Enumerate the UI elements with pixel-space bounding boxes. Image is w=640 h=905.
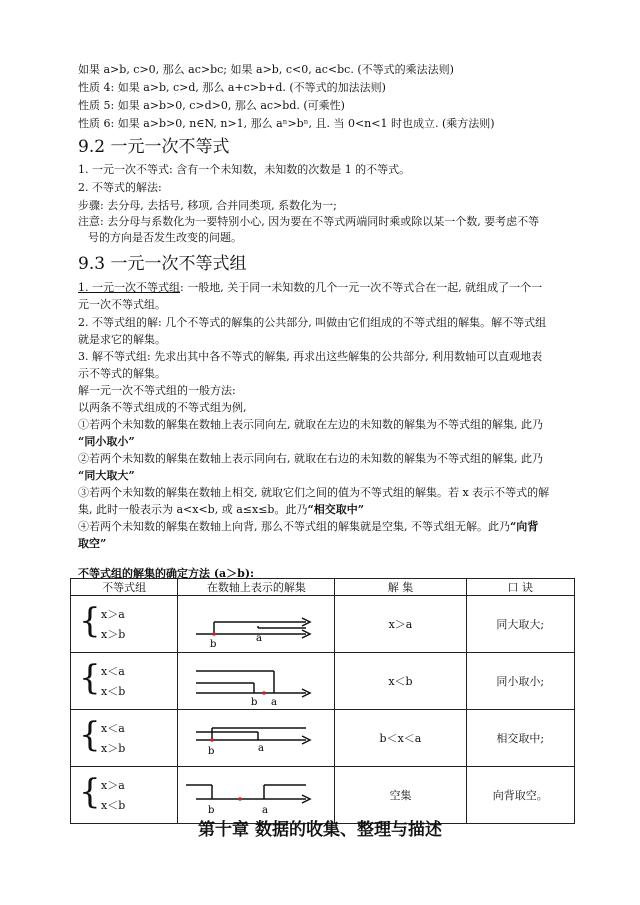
- sec92-line-2: 2. 不等式的解法:: [78, 181, 162, 194]
- number-line-cell: [178, 653, 335, 710]
- header-number-line: 在数轴上表示的解集: [178, 579, 335, 596]
- solution-cell: 空集: [335, 767, 466, 824]
- axis-label-a: a: [258, 743, 265, 754]
- brace-icon: {: [79, 772, 101, 812]
- table-row: [71, 653, 575, 710]
- line-mult-rule: 如果 a>b, c>0, 那么 ac>bc; 如果 a>b, c<0, ac<bc. (不等式的乘法法则): [78, 63, 454, 76]
- system-cell: { x＞a x＞b: [71, 596, 178, 653]
- sec93-line-3: 2. 不等式组的解: 几个不等式的解集的公共部分, 叫做由它们组成的不等式组的解集。解不等式组: [78, 316, 547, 329]
- solution-cell: x＞a: [335, 596, 466, 653]
- section-9-2-title: 9.2 一元一次不等式: [78, 137, 230, 157]
- system-cell: { x＜a x＜b: [71, 653, 178, 710]
- axis-label-b: b: [208, 805, 215, 816]
- line-property-6: 性质 6: 如果 a>b>0, n∈N, n>1, 那么 aⁿ>bⁿ, 且. 当 0<n<1 时也成立. (乘方法则): [78, 117, 495, 130]
- sec93-case-1: ①若两个未知数的解集在数轴上表示同向左, 就取在左边的未知数的解集为不等式组的解集, 此乃: [78, 418, 543, 431]
- brace-icon: {: [79, 658, 101, 698]
- axis-label-a: a: [256, 633, 263, 644]
- line-property-4: 性质 4: 如果 a>b, c>d, 那么 a+c>b+d. (不等式的加法法则): [78, 81, 386, 94]
- marker-dot: [211, 738, 215, 742]
- marker-dot: [239, 797, 243, 801]
- sec93-case-3-cont: 集, 此时一般表示为 a<x<b, 或 a≤x≤b。此乃“相交取中”: [78, 503, 365, 516]
- system-cell: { x＞a x＜b: [71, 767, 178, 824]
- axis-label-a: a: [262, 805, 269, 816]
- header-system: 不等式组: [71, 579, 178, 596]
- sec93-rule-4-cont: 取空”: [78, 537, 107, 550]
- sec93-case-4: ④若两个未知数的解集在数轴上向背, 那么不等式组的解集就是空集, 不等式组无解。此乃“向背: [78, 520, 539, 533]
- sec93-line-6: 示不等式的解集。: [78, 367, 166, 380]
- number-line-cell: [178, 596, 335, 653]
- table-row: [71, 596, 575, 653]
- sec93-rule-2: “同大取大”: [78, 469, 135, 482]
- sec93-line-5: 3. 解不等式组: 先求出其中各不等式的解集, 再求出这些解集的公共部分, 利用数轴可以直观地表: [78, 350, 543, 363]
- rule-cell: 同小取小;: [466, 653, 574, 710]
- sec92-note: 注意: 去分母与系数化为一要特别小心, 因为要在不等式两端同时乘或除以某一个数, 要考虑不等: [78, 215, 540, 228]
- marker-dot: [213, 632, 217, 636]
- table-caption: 不等式组的解集的确定方法 (a＞b):: [78, 567, 255, 580]
- marker-dot: [263, 691, 267, 695]
- section-9-3-title: 9.3 一元一次不等式组: [78, 254, 247, 274]
- sec93-line-1: 1. 一元一次不等式组: 一般地, 关于同一未知数的几个一元一次不等式合在一起, 就组成了一个一: [78, 281, 543, 294]
- sec93-line-2: 元一次不等式组。: [78, 298, 166, 311]
- sec93-rule-3: “相交取中”: [307, 503, 365, 516]
- sec93-case-3: ③若两个未知数的解集在数轴上相交, 就取它们之间的值为不等式组的解集。若 x 表示不等式的解: [78, 486, 550, 499]
- chapter-title: 第十章 数据的收集、整理与描述: [198, 820, 442, 840]
- table-row: [71, 710, 575, 767]
- sec93-rule-1: “同小取小”: [78, 435, 135, 448]
- sec92-line-1: 1. 一元一次不等式: 含有一个未知数，未知数的次数是 1 的不等式。: [78, 163, 411, 176]
- header-rule: 口 诀: [466, 579, 574, 596]
- rule-cell: 相交取中;: [466, 710, 574, 767]
- sec92-note-cont: 号的方向是否发生改变的问题。: [88, 231, 242, 244]
- rule-cell: 同大取大;: [466, 596, 574, 653]
- sec93-line-7: 解一元一次不等式组的一般方法:: [78, 384, 236, 397]
- solution-cell: x＜b: [335, 653, 466, 710]
- line-property-5: 性质 5: 如果 a>b>0, c>d>0, 那么 ac>bd. (可乘性): [78, 99, 345, 112]
- system-cell: { x＜a x＞b: [71, 710, 178, 767]
- axis-label-a: a: [271, 697, 278, 708]
- solution-table: [70, 578, 575, 824]
- sec92-steps: 步骤: 去分母, 去括号, 移项, 合并同类项, 系数化为一;: [78, 199, 337, 212]
- axis-label-b: b: [208, 746, 215, 757]
- axis-label-b: b: [251, 697, 258, 708]
- sec93-rule-4: “向背: [509, 520, 539, 533]
- header-solution: 解 集: [335, 579, 466, 596]
- brace-icon: {: [79, 715, 101, 755]
- number-line-same-right: [178, 596, 334, 652]
- number-line-same-left: [178, 653, 334, 709]
- brace-icon: {: [79, 601, 101, 641]
- sec93-case-2: ②若两个未知数的解集在数轴上表示同向右, 就取在右边的未知数的解集为不等式组的解集, 此乃: [78, 452, 543, 465]
- sec93-term-1: 1. 一元一次不等式组: [78, 281, 180, 294]
- rule-cell: 向背取空。: [466, 767, 574, 824]
- sec93-line-8: 以两条不等式组成的不等式组为例,: [78, 401, 247, 414]
- table-header-row: [71, 579, 575, 596]
- number-line-cell: [178, 710, 335, 767]
- number-line-intersect: [178, 710, 334, 766]
- solution-cell: b＜x＜a: [335, 710, 466, 767]
- sec93-line-4: 就是求它的解集。: [78, 333, 166, 346]
- axis-label-b: b: [210, 639, 217, 650]
